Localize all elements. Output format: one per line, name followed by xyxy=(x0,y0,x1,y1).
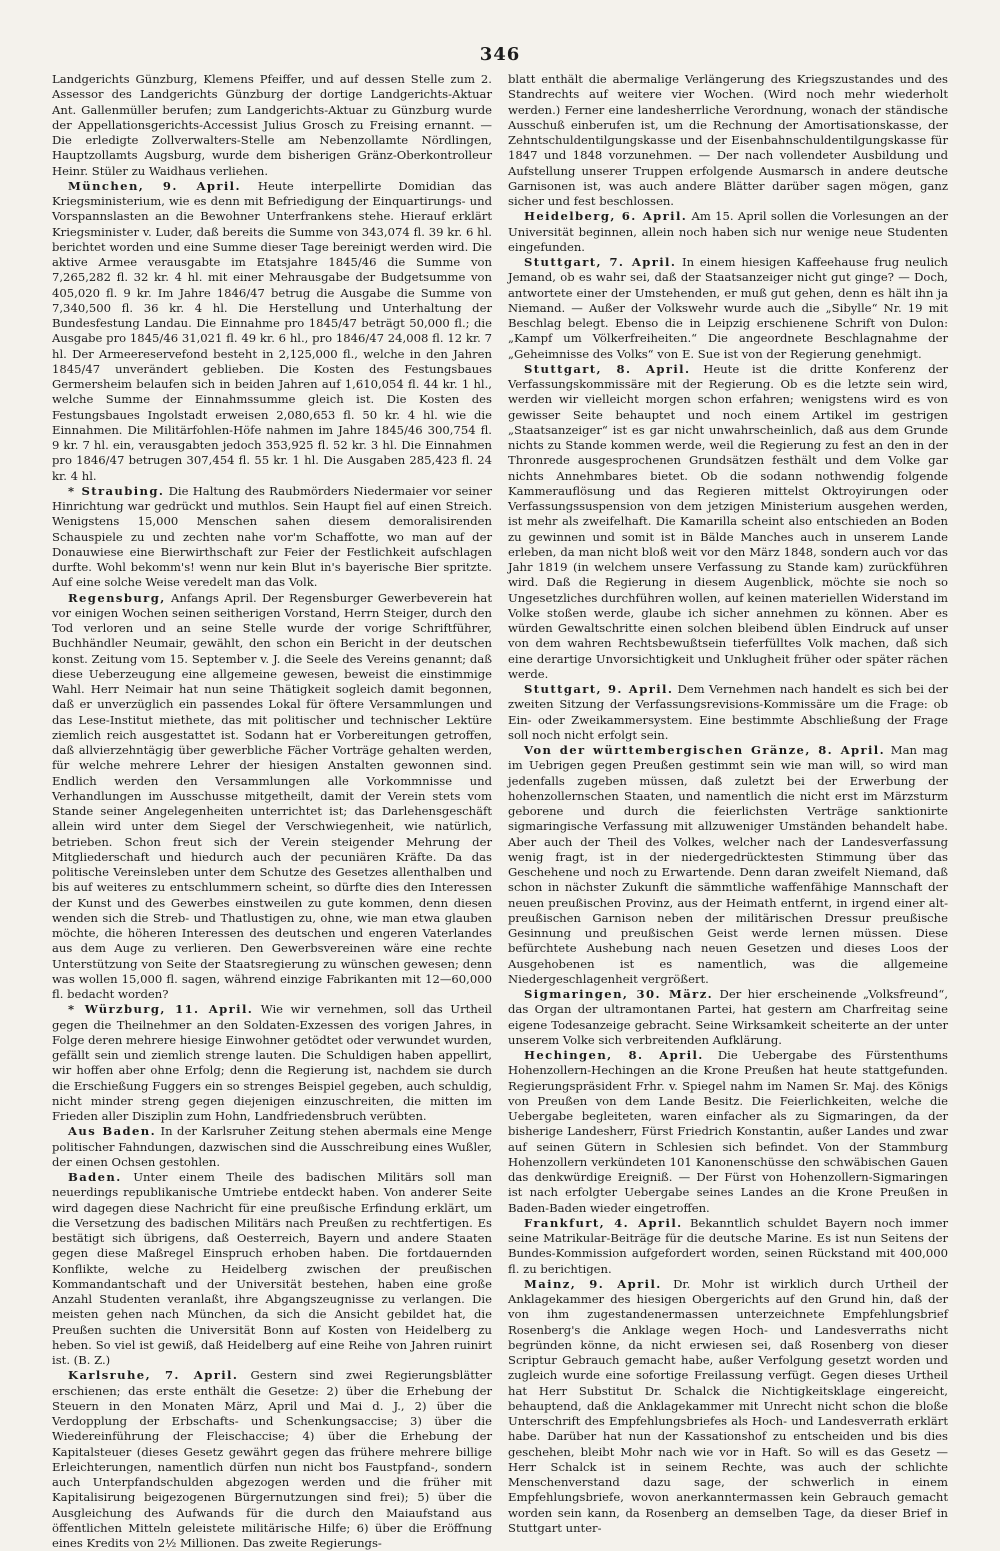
article-text: Die Uebergabe des Fürstenthums Hohenzollern-Hechingen an die Krone Preußen hat heute stattgefunden. Regierungspräsident Frhr. v. Spiegel nahm im Namen Sr. Maj. des Königs von Preußen von dem Lande Besitz. Die Feierlichkeiten, welche die Uebergabe begleiteten, waren einfacher als zu Sigmaringen, da der bisherige Landesherr, Fürst Friedrich Konstantin, außer Landes und zwar auf seinen Gütern in Schlesien sich befindet. Von der Stammburg Hohenzollern verkündeten 101 Kanonenschüsse den schwäbischen Gauen das denkwürdige Ereigniß. — Der Fürst von Hohenzollern-Sigmaringen ist nach erfolgter Uebergabe seines Landes an die Krone Preußen in Baden-Baden wieder eingetroffen. xyxy=(508,1048,948,1215)
article-dateline: Von der württembergischen Gränze, 8. April. xyxy=(524,743,886,757)
article-paragraph xyxy=(508,987,948,1048)
article-text: Am 15. April sollen die Vorlesungen an der Universität beginnen, allein noch haben sich nur wenige neue Studenten eingefunden. xyxy=(508,209,948,254)
article-paragraph xyxy=(508,1048,948,1216)
article-text: Die Haltung des Raubmörders Niedermaier vor seiner Hinrichtung war gedrückt und muthlos. Sein Haupt fiel auf einen Streich. Wenigstens 15,000 Menschen sahen diesem demoralisirenden Schauspiele zu und zechten nahe vor'm Schaffotte, wo man auf der Donauwiese eine Bierwirthschaft zur Feier der Festlichkeit aufschlagen durfte. Wohl bekomm's! wenn nur kein Blut in's bayerische Bier spritzte. Auf eine solche Weise veredelt man das Volk. xyxy=(52,483,492,590)
article-paragraph xyxy=(52,1170,492,1368)
article-text: Unter einem Theile des badischen Militärs soll man neuerdings republikanische Umtriebe entdeckt haben. Von anderer Seite wird dagegen diese Nachricht für eine preußische Erfindung erklärt, um die Versetzung des badischen Militärs nach Preußen zu rechtfertigen. Es bestätigt sich übrigens, daß Oesterreich, Bayern und andere Staaten gegen diese Maßregel Einspruch erhoben haben. Die fortdauernden Konflikte, welche zu Heidelberg zwischen der preußischen Kommandantschaft und der Universität bestehen, haben eine große Anzahl Studenten veranlaßt, ihre Abgangszeugnisse zu verlangen. Die meisten gehen nach München, da sich die Ansicht gebildet hat, die Preußen suchten die Universität Bonn auf Kosten von Heidelberg zu heben. So viel ist gewiß, daß Heidelberg auf eine Reihe von Jahren ruinirt ist. (B. Z.) xyxy=(52,1170,492,1367)
article-text: blatt enthält die abermalige Verlängerung des Kriegszustandes und des Standrechts auf weitere vier Wochen. (Wird noch mehr wiederholt werden.) Ferner eine landesherrliche Verordnung, wonach der ständische Ausschuß einberufen ist, um die Rechnung der Amortisationskasse, der Zehntschuldentilgungskasse und der Eisenbahnschuldentilgungskasse für 1847 und 1848 vorzunehmen. — Der nach vollendeter Ausbildung und Aufstellung unserer Truppen erfolgende Ausmarsch in andere deutsche Garnisonen ist, was auch andere Blätter darüber sagen mögen, ganz sicher und fest beschlossen. xyxy=(508,72,948,208)
article-text: Dr. Mohr ist wirklich durch Urtheil der Anklagekammer des hiesigen Obergerichts auf den Grund hin, daß der von ihm zugestandenermassen unterzeichnete Empfehlungsbrief Rosenberg's die Anklage wegen Hoch- und Landesverraths nicht begründen könne, da nicht erwiesen sei, daß Rosenberg von dieser Scriptur Gebrauch gemacht habe, außer Verfolgung gesetzt worden und zugleich wurde eine sofortige Freilassung verfügt. Gegen dieses Urtheil hat Herr Substitut Dr. Schalck die Nichtigkeitsklage eingereicht, behauptend, daß die Anklagekammer mit Unrecht nicht schon die bloße Unterschrift des Empfehlungsbriefes als Hoch- und Landesverrath erklärt habe. Darüber hat nun der Kassationshof zu entscheiden und bis dies geschehen, bleibt Mohr nach wie vor in Haft. So will es das Gesetz — Herr Schalck ist in seinem Rechte, was auch der schlichte Menschenverstand dazu sage, der schwerlich in einem Empfehlungsbriefe, wovon anerkanntermassen kein Gebrauch gemacht worden sein kann, da Rosenberg an demselben Tage, da dieser Brief in Stuttgart unter- xyxy=(508,1276,949,1535)
text-columns xyxy=(52,72,949,1550)
article-paragraph xyxy=(52,1002,492,1124)
article-text: Heute interpellirte Domidian das Kriegsministerium, wie es denn mit Befriedigung der Einquartirungs- und Vorspannslasten an die Bewohner Unterfrankens stehe. Hierauf erklärt Kriegsminister v. Luder, daß bereits die Summe von 343,074 fl. 39 kr. 6 hl. berichtet worden und eine Summe dieser Tage bereinigt werden wird. Die aktive Armee verausgabte im Etatsjahre 1845/46 die Summe von 7,265,282 fl. 32 kr. 4 hl. mit einer Mehrausgabe der Budgetsumme von 405,020 fl. 9 kr. Im Jahre 1846/47 betrug die Ausgabe die Summe von 7,340,500 fl. 36 kr. 4 hl. Die Herstellung und Unterhaltung der Bundesfestung Landau. Die Einnahme pro 1845/47 beträgt 50,000 fl.; die Ausgabe pro 1845/46 31,021 fl. 49 kr. 6 hl., pro 1846/47 24,008 fl. 12 kr. 7 hl. Der Armeereservefond besteht in 2,125,000 fl., welche in den Jahren 1845/47 unverändert geblieben. Die Kosten des Festungsbaues Germersheim belaufen sich in beiden Jahren auf 1,610,054 fl. 44 kr. 1 hl., welche Summe der Einnahmssumme gleich ist. Die Kosten des Festungsbaues Ingolstadt erweisen 2,080,653 fl. 50 kr. 4 hl. wie die Einnahmen. Die Militärfohlen-Höfe nahmen im Jahre 1845/46 300,754 fl. 9 kr. 7 hl. ein, verausgabten jedoch 353,925 fl. 52 kr. 3 hl. Die Einnahmen pro 1846/47 betrugen 307,454 fl. 55 kr. 1 hl. Die Ausgaben 285,423 fl. 24 kr. 4 hl. xyxy=(52,178,492,483)
article-text: In der Karlsruher Zeitung stehen abermals eine Menge politischer Fahndungen, dazwischen sind die Ausschreibung eines Wußler, der einen Ochsen gestohlen. xyxy=(52,1124,493,1169)
article-dateline: Heidelberg, 6. April. xyxy=(524,209,688,224)
article-dateline: * Würzburg, 11. April. xyxy=(68,1002,254,1017)
article-paragraph xyxy=(508,72,948,209)
left-column xyxy=(52,72,493,1550)
article-text: Man mag im Uebrigen gegen Preußen gestimmt sein wie man will, so wird man jedenfalls zugeben müssen, daß zuletzt bei der Erwerbung der hohenzollernschen Staaten, und namentlich die nicht erst im Märzsturm geborene und durch die feierlichsten Verträge sanktionirte sigmaringische Verfassung mit allzuweniger Umständen behandelt habe. Aber auch der Theil des Volkes, welcher nach der Landesverfassung wenig fragt, ist in der niedergedrücktesten Stimmung über das Geschehene und noch zu Erwartende. Denn daran zweifelt Niemand, daß schon in nächster Zukunft die sämmtliche waffenfähige Mannschaft der neuen preußischen Provinz, aus der Heimath entfernt, in irgend einer alt-preußischen Garnison neben der militärischen Dressur preußische Gesinnung und preußischen Geist werde lernen müssen. Diese befürchtete Aushebung nach neuen Gesetzen und dieses Loos der Ausgehobenen ist es namentlich, was die allgemeine Niedergeschlagenheit vergrößert. xyxy=(508,743,949,986)
article-paragraph xyxy=(52,484,492,591)
right-column xyxy=(508,72,949,1535)
article-text: Gestern sind zwei Regierungsblätter erschienen; das erste enthält die Gesetze: 2) über die Erhebung der Steuern in den Monaten März, April und Mai d. J., 2) über die Verdopplung der Erbschafts- und Schenkungsaccise; 3) über die Wiedereinführung der Fleischaccise; 4) über die Erhebung der Kapitalsteuer (dieses Gesetz gewährt gegen das frühere mehrere billige Erleichterungen, namentlich dürfen nun nicht bos Faustpfand-, sondern auch Unterpfandschulden abgezogen werden und die früher mit Kapitalisirung beigezogenen Bürgernutzungen sind frei); 5) über die Ausgleichung des Aufwands für die durch den Maiaufstand aus öffentlichen Mitteln geleistete militärische Hilfe; 6) über die Eröffnung eines Kredits von 2½ Millionen. Das zweite Regierungs- xyxy=(52,1368,492,1550)
article-text: Bekanntlich schuldet Bayern noch immer seine Matrikular-Beiträge für die deutsche Marine. Es ist nun Seitens der Bundes-Kommission aufgefordert worden, seinen Rückstand mit 400,000 fl. zu berichtigen. xyxy=(508,1215,949,1276)
article-dateline: Baden. xyxy=(68,1170,122,1184)
article-text: Landgerichts Günzburg, Klemens Pfeiffer, und auf dessen Stelle zum 2. Assessor des Landgerichts Günzburg der dortige Landgerichts-Aktuar Ant. Gallenmüller berufen; zum Landgerichts-Aktuar zu Günzburg wurde der Appellationsgerichts-Accessist Julius Grosch zu Freising ernannt. — Die erledigte Zollverwalters-Stelle am Nebenzollamte Nördlingen, Hauptzollamts Augsburg, wurde dem bisherigen Gränz-Oberkontrolleur Heinr. Stüler zu Waidhaus verliehen. xyxy=(52,72,492,178)
article-text: In einem hiesigen Kaffeehause frug neulich Jemand, ob es wahr sei, daß der Staatsanzeiger nicht gut ginge? — Doch, antwortete einer der Umstehenden, er muß gut gehen, denn es hält ihn ja Niemand. — Außer der Volkswehr wurde auch die „Sibylle“ Nr. 19 mit Beschlag belegt. Ebenso die in Leipzig erschienene Schrift von Dulon: „Kampf um Völkerfreiheiten.“ Die angeordnete Beschlagnahme der „Geheimnisse des Volks“ von E. Sue ist von der Regierung genehmigt. xyxy=(508,255,949,361)
article-dateline: Frankfurt, 4. April. xyxy=(524,1215,683,1230)
article-text: Dem Vernehmen nach handelt es sich bei der zweiten Sitzung der Verfassungsrevisions-Kommissäre um die Frage: ob Ein- oder Zweikammersystem. Eine bestimmte Abschließung der Frage soll noch nicht erfolgt sein. xyxy=(508,682,949,742)
article-text: Anfangs April. Der Regensburger Gewerbeverein hat vor einigen Wochen seinen seitherigen Vorstand, Herrn Steiger, durch den Tod verloren und an seine Stelle wurde der vorige Schriftführer, Buchhändler Neumair, gewählt, den schon ein Bericht in der deutschen konst. Zeitung vom 15. September v. J. die Seele des Vereins genannt; daß diese Ueberzeugung eine allgemeine gewesen, beweist die einstimmige Wahl. Herr Neimair hat nun seine Thätigkeit sogleich damit begonnen, daß er unverzüglich ein passendes Lokal für öftere Versammlungen und das Lese-Institut miethete, das mit politischer und technischer Lektüre ziemlich reich ausgestattet ist. Sodann hat er Vorbereitungen getroffen, daß allvierzehntägig über gewerbliche Fächer Vorträge gehalten werden, für welche mehrere Lehrer der hiesigen Anstalten gewonnen sind. Endlich werden den Versammlungen alle Vorkommnisse und Verhandlungen im Ausschusse mitgetheilt, damit der Verein stets vom Stande seiner Angelegenheiten unterrichtet ist; das Darlehensgeschäft allein wird unter dem Siegel der Verschwiegenheit, wie natürlich, betrieben. Schon freut sich der Verein steigender Mehrung der Mitgliederschaft und hiedurch auch der pecuniären Kräfte. Da das politische Vereinsleben unter dem Schutze des Gesetzes allenthalben und bis auf weiteres zu entschlummern scheint, so dürfte dies den Interessen der Kunst und des Gewerbes einstweilen zu gute kommen, denn diesen wenden sich die Streb- und Thatlustigen zu, ohne, wie man etwa glauben möchte, die höheren Interessen des deutschen und engeren Vaterlandes aus dem Auge zu verlieren. Den Gewerbsvereinen wäre eine rechte Unterstützung von Seite der Staatsregierung zu wünschen gewesen; denn was wollen 15,000 fl. sagen, während einzige Fabrikanten mit 12—60,000 fl. bedacht worden? xyxy=(52,590,493,1001)
article-text: Wie wir vernehmen, soll das Urtheil gegen die Theilnehmer an den Soldaten-Exzessen des vorigen Jahres, in Folge deren mehrere hiesige Einwohner getödtet oder verwundet wurden, gefällt sein und ziemlich strenge lauten. Die Schuldigen haben appellirt, wir hoffen aber ohne Erfolg; denn die Regierung ist, nachdem sie durch die Erschießung Fuggers ein so strenges Beispiel gegeben, auch schuldig, nicht minder streng gegen diejenigen einzuschreiten, die mitten im Frieden aller Disziplin zum Hohn, Landfriedensbruch verübten. xyxy=(52,1002,493,1123)
article-paragraph xyxy=(508,255,948,362)
article-paragraph xyxy=(52,1124,492,1170)
article-paragraph xyxy=(52,72,492,179)
article-paragraph xyxy=(508,362,948,682)
article-paragraph xyxy=(508,682,948,743)
article-dateline: Aus Baden. xyxy=(68,1124,157,1139)
article-dateline: München, 9. April. xyxy=(68,178,241,193)
article-dateline: Stuttgart, 8. April. xyxy=(524,361,691,376)
article-dateline: Karlsruhe, 7. April. xyxy=(68,1368,239,1383)
article-dateline: Mainz, 9. April. xyxy=(524,1276,662,1291)
article-dateline: Stuttgart, 7. April. xyxy=(524,255,677,269)
article-dateline: Hechingen, 8. April. xyxy=(524,1048,704,1062)
article-text: Heute ist die dritte Konferenz der Verfassungskommissäre mit der Regierung. Ob es die letzte sein wird, werden wir vielleicht morgen schon erfahren; wenigstens wird es von gewisser Seite behauptet und noch einem Artikel im gestrigen „Staatsanzeiger“ ist es gar nicht unwahrscheinlich, daß aus dem Grunde nichts zu Stande kommen werde, weil die Regierung zu fest an den in der Thronrede ausgesprochenen Grundsätzen festhält und dem Volke gar nichts Annehmbares bietet. Ob die sodann nothwendig folgende Kammerauflösung und das Regieren mittelst Oktroyirungen oder Verfassungssuspension von dem jetzigen Ministerium ausgehen werden, ist mehr als zweifelhaft. Die Kamarilla scheint also entschieden an Boden zu gewinnen und somit ist in Bälde Manches auch in unserem Lande erleben, da man nicht bloß weit vor den März 1848, sondern auch vor das Jahr 1819 (in welchem unsere Verfassung zu Stande kam) zurückführen wird. Daß die Regierung in diesem Augenblick, möchte sie noch so Ungesetzliches durchführen wollen, auf keinen materiellen Widerstand im Volke stoßen werde, glaube ich sicher annehmen zu können. Aber es würden Gewaltschritte einen solchen bleibend üblen Eindruck auf unser von dem wahren Rechtsbewußtsein tieferfülltes Volk machen, daß sich eine derartige Unvorsichtigkeit und Unklugheit früher oder später rächen werde. xyxy=(508,361,949,681)
page-number: 346 xyxy=(479,44,521,65)
article-paragraph xyxy=(52,591,492,1003)
article-dateline: Stuttgart, 9. April. xyxy=(524,682,674,696)
article-paragraph xyxy=(52,1368,492,1551)
article-paragraph xyxy=(508,209,948,255)
article-paragraph xyxy=(508,1216,948,1277)
article-paragraph xyxy=(52,179,492,484)
article-paragraph xyxy=(508,1277,948,1536)
article-dateline: * Straubing. xyxy=(68,483,165,498)
article-dateline: Regensburg, xyxy=(68,590,166,605)
article-dateline: Sigmaringen, 30. März. xyxy=(524,987,714,1001)
article-paragraph xyxy=(508,743,948,987)
article-text: Der hier erscheinende „Volksfreund“, das Organ der ultramontanen Partei, hat gestern am Charfreitag seine eigene Todesanzeige gebracht. Seine Wirksamkeit scheiterte an der unter unserem Volke sich verbreitenden Aufklärung. xyxy=(508,987,949,1047)
